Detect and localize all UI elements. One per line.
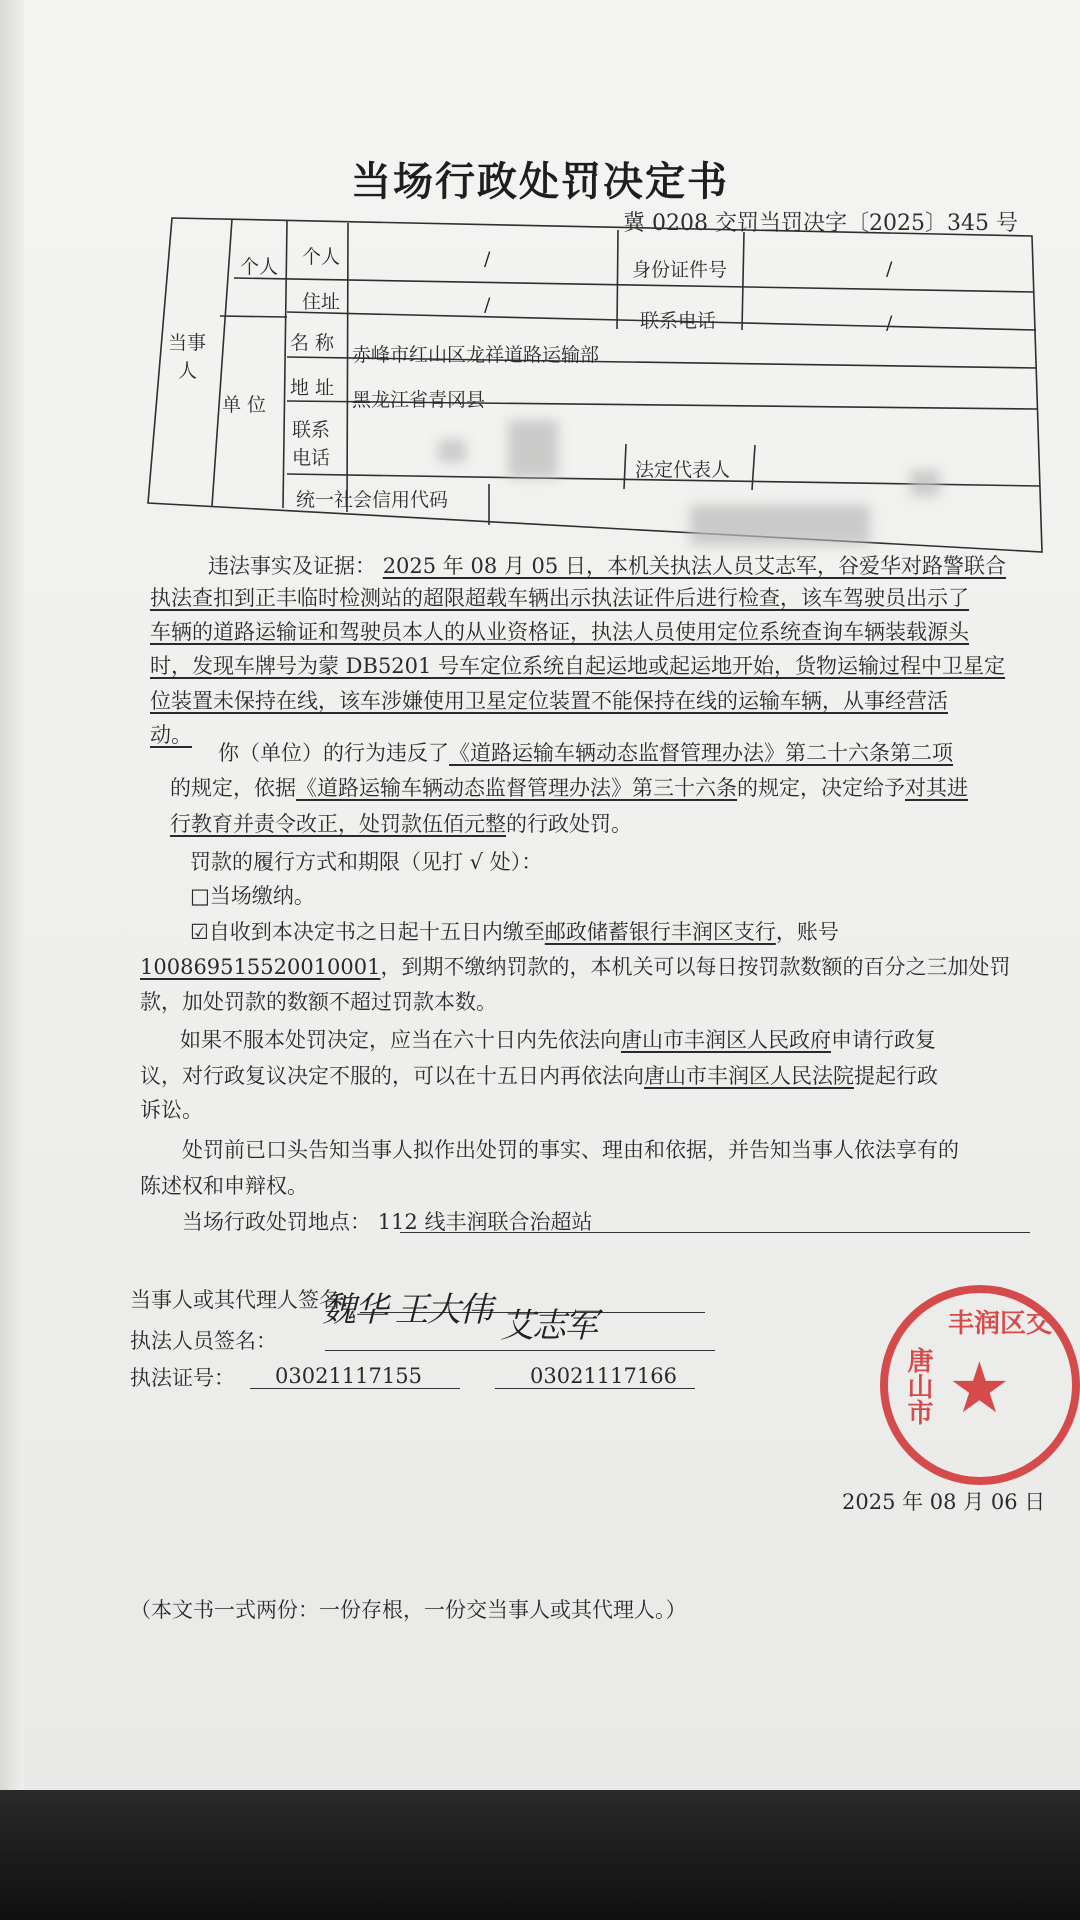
id-label: 身份证件号 (632, 259, 728, 281)
officer-signature-label: 执法人员签名： (130, 1329, 277, 1353)
violation-line-1: 你（单位）的行为违反了《道路运输车辆动态监督管理办法》第二十六条第二项 (218, 741, 953, 765)
redaction-blur (910, 470, 940, 496)
appeal-line-2: 议，对行政复议决定不服的，可以在十五日内再依法向唐山市丰润区人民法院提起行政 (140, 1064, 938, 1088)
facts-line-3: 车辆的道路运输证和驾驶员本人的从业资格证，执法人员使用定位系统查询车辆装载源头 (150, 620, 969, 644)
individual-name-label: 个人 (302, 246, 341, 268)
unit-label: 单 位 (222, 394, 267, 416)
violation-line-2: 的规定，依据《道路运输车辆动态监督管理办法》第三十六条的规定，决定给予对其进 (170, 776, 968, 800)
notice-line-2: 陈述权和申辩权。 (140, 1174, 308, 1198)
unit-address-label: 地 址 (290, 377, 335, 399)
unit-name-value: 赤峰市红山区龙祥道路运输部 (352, 344, 600, 366)
phone-label: 联系电话 (640, 310, 717, 332)
cert-number-1: 03021117155 (275, 1364, 422, 1388)
payment-option-onsite: □当场缴纳。 (190, 884, 315, 908)
payment-option-bank: ☑自收到本决定书之日起十五日内缴至邮政储蓄银行丰润区支行，账号 (190, 920, 839, 944)
cert-underline-1 (250, 1388, 460, 1389)
address-value: / (484, 294, 491, 316)
document-number: 冀 0208 交罚当罚决字〔2025〕345 号 (623, 211, 1018, 236)
facts-line-1: 违法事实及证据： 2025 年 08 月 05 日，本机关执法人员艾志军，谷爱华对路警联合 (208, 554, 1006, 578)
cert-label: 执法证号： (130, 1366, 235, 1390)
place-underline (400, 1232, 1030, 1233)
unit-name-label: 名 称 (290, 332, 335, 354)
appeal-line-1: 如果不服本处罚决定，应当在六十日内先依法向唐山市丰润区人民政府申请行政复 (180, 1028, 936, 1052)
star-icon: ★ (948, 1347, 1011, 1429)
table-surface (0, 1790, 1080, 1920)
redaction-blur (690, 505, 870, 545)
payment-surcharge-line: 款，加处罚款的数额不超过罚款本数。 (140, 990, 497, 1014)
legal-rep-label: 法定代表人 (635, 459, 731, 481)
individual-name-value: / (484, 248, 491, 270)
party-signature-label: 当事人或其代理人签名： (130, 1288, 361, 1312)
address-label: 住址 (302, 291, 341, 313)
appeal-line-3: 诉讼。 (140, 1098, 203, 1122)
facts-line-2: 执法查扣到正丰临时检测站的超限超载车辆出示执法证件后进行检查，该车驾驶员出示了 (150, 586, 969, 610)
payment-account-line: 100869515520010001，到期不缴纳罚款的，本机关可以每日按罚款数额的百分之三加处罚 (140, 955, 1011, 979)
footer-note: （本文书一式两份：一份存根，一份交当事人或其代理人。） (130, 1598, 687, 1622)
officer-signature: 艾志军 (500, 1306, 596, 1346)
issue-date: 2025 年 08 月 06 日 (842, 1490, 1046, 1514)
facts-line-5: 位装置未保持在线，该车涉嫌使用卫星定位装置不能保持在线的运输车辆，从事经营活 (150, 689, 948, 713)
unit-address-value: 黑龙江省青冈县 (352, 389, 486, 411)
notice-line-1: 处罚前已口头告知当事人拟作出处罚的事实、理由和依据，并告知当事人依法享有的 (182, 1138, 959, 1162)
violation-line-3: 行教育并责令改正，处罚款伍佰元整的行政处罚。 (170, 812, 632, 836)
official-seal (880, 1285, 1080, 1485)
facts-line-4: 时，发现车牌号为蒙 DB5201 号车定位系统自起运地或起运地开始，货物运输过程中卫星定 (150, 654, 1006, 678)
cert-underline-2 (495, 1388, 695, 1389)
place-line: 当场行政处罚地点： 112 线丰润联合治超站 (182, 1210, 593, 1234)
facts-line-6: 动。 (150, 723, 192, 747)
redaction-blur (438, 440, 466, 462)
party-label-1: 当事 (168, 332, 207, 354)
credit-code-label: 统一社会信用代码 (296, 489, 449, 511)
seal-text-top: 丰润区交 (948, 1309, 1053, 1339)
payment-method-label: 罚款的履行方式和期限（见打 √ 处）： (190, 850, 543, 874)
document-title: 当场行政处罚决定书 (351, 158, 729, 205)
redaction-blur (508, 420, 558, 478)
phone-value: / (886, 312, 893, 334)
party-signature: 魏华 王大伟 (322, 1290, 491, 1330)
party-info-table (0, 0, 1080, 560)
cert-number-2: 03021117166 (530, 1364, 677, 1388)
unit-phone-label-2: 电话 (292, 447, 331, 469)
unit-phone-label-1: 联系 (292, 419, 331, 441)
officer-signature-line (325, 1350, 715, 1351)
individual-label: 个人 (240, 256, 279, 278)
seal-text-left: 唐山市 (903, 1347, 933, 1425)
party-label-2: 人 (178, 360, 198, 382)
id-value: / (886, 258, 893, 280)
